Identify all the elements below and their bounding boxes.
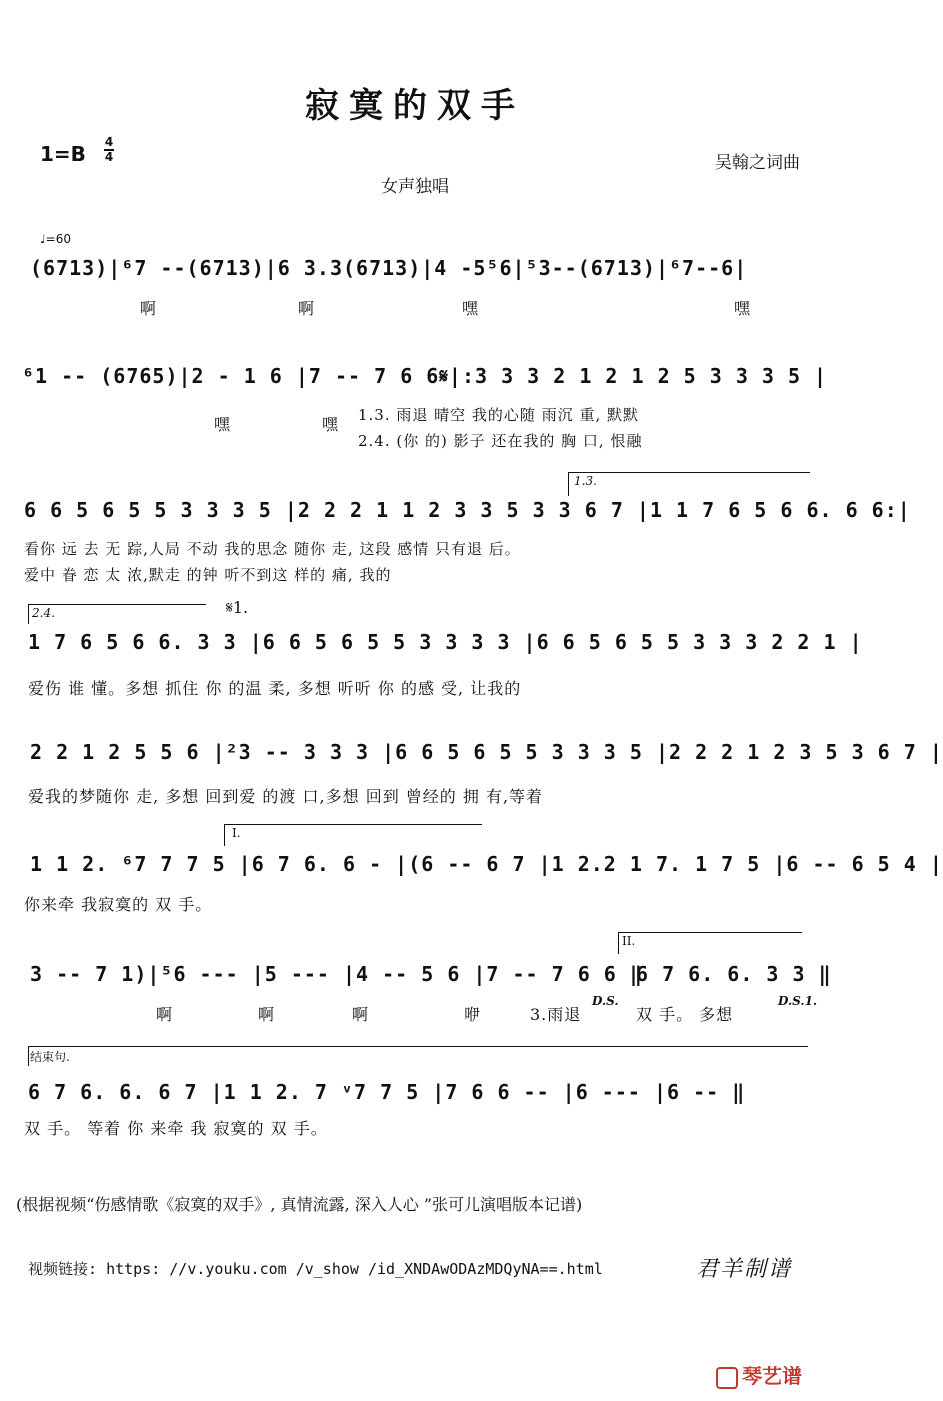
row-7-lyric-3: 啊: [352, 1005, 370, 1024]
score-row-7-notes-second: 6 7 6. 6. 3 3 ‖: [636, 962, 832, 986]
score-row-8-notes: 6 7 6. 6. 6 7 |1 1 2. 7 ᵛ7 7 5 |7 6 6 -- |6 --- |6 -- ‖: [28, 1080, 746, 1104]
row-5-lyrics: 爱我的梦随你 走, 多想 回到爱 的渡 口,多想 回到 曾经的 拥 有,等着: [28, 787, 544, 806]
meter-bottom: 4: [104, 150, 114, 164]
score-row-5-notes: 2 2 1 2 5 5 6 |²3 -- 3 3 3 |6 6 5 6 5 5 3 3 3 5 |2 2 2 1 2 3 5 3 6 7 |: [30, 740, 943, 764]
verse-2-4-line: 2.4. (你 的) 影子 还在我的 胸 口, 恨融: [358, 432, 643, 450]
row-1-lyric-1: 啊: [140, 299, 158, 318]
score-row-6-notes: 1 1 2. ⁶7 7 7 5 |6 7 6. 6 - |(6 -- 6 7 |1 2.2 1 7. 1 7 5 |6 -- 6 5 4 |: [30, 852, 943, 876]
score-row-1-notes: (6713)|⁶7 --(6713)|6 3.3(6713)|4 -5⁵6|⁵3--(6713)|⁶7--6|: [30, 256, 748, 280]
row-1-lyric-2: 啊: [298, 299, 316, 318]
video-link-label: 视频链接:: [28, 1260, 107, 1278]
score-row-3-notes: 6 6 5 6 5 5 3 3 3 5 |2 2 2 1 1 2 3 3 5 3 3 6 7 |1 1 7 6 5 6 6. 6 6:|: [24, 498, 911, 522]
first-ending-edge: [224, 824, 225, 846]
row-7-lyric-2: 啊: [258, 1005, 276, 1024]
ending-bracket-2-4: 2.4.: [32, 606, 55, 620]
first-ending-line: [224, 824, 482, 825]
score-row-7-notes: 3 -- 7 1)|⁵6 --- |5 --- |4 -- 5 6 |7 -- 7 6 6 ‖: [30, 962, 643, 986]
ending-bracket-line: [568, 472, 810, 473]
transcriber-signature: 君羊制谱: [696, 1257, 793, 1282]
row-8-lyrics: 双 手。 等着 你 来牵 我 寂寞的 双 手。: [24, 1119, 328, 1138]
time-signature: [104, 136, 114, 164]
logo-text: 琴艺谱: [742, 1364, 802, 1388]
row-7-lyric-1: 啊: [156, 1005, 174, 1024]
second-ending-label: II.: [622, 934, 636, 948]
key-signature: 1=B: [40, 142, 86, 166]
score-row-2-notes: ⁶1 -- (6765)|2 - 1 6 |7 -- 7 6 6𝄋|:3 3 3 2 1 2 1 2 5 3 3 3 5 |: [22, 364, 828, 388]
credits: 吴翰之词曲: [715, 153, 800, 173]
ending-bracket-1-3: 1.3.: [574, 474, 597, 488]
video-link-url[interactable]: https: //v.youku.com /v_show /id_XNDAwODAzMDQyNA==.html: [106, 1260, 603, 1278]
transcription-note: (根据视频“伤感情歌《寂寞的双手》, 真情流露, 深入人心 ”张可儿演唱版本记谱): [16, 1195, 583, 1214]
row-3-lyric-line-2: 爱中 眷 恋 太 浓,默走 的钟 听不到这 样的 痛, 我的: [24, 566, 392, 584]
row-7-lyric-4: 咿: [464, 1005, 482, 1024]
row-2-lyric-2: 嘿: [322, 415, 340, 434]
row-4-lyrics: 爱伤 谁 懂。多想 抓住 你 的温 柔, 多想 听听 你 的感 受, 让我的: [28, 679, 522, 698]
ds-marking: D.S.: [592, 994, 619, 1008]
song-title: 寂寞的双手: [305, 86, 525, 126]
row-7-verse-3: 3.雨退: [530, 1005, 582, 1024]
first-ending-label: I.: [232, 826, 241, 840]
row-6-lyrics: 你来牵 我寂寞的 双 手。: [24, 895, 213, 914]
ds1-marking: D.S.1.: [778, 994, 818, 1008]
segno-first: 𝄋1.: [226, 598, 249, 617]
row-2-lyric-1: 嘿: [214, 415, 232, 434]
coda-bracket-edge: [28, 1046, 29, 1066]
ending-bracket-line-2: [28, 604, 206, 605]
score-row-4-notes: 1 7 6 5 6 6. 3 3 |6 6 5 6 5 5 3 3 3 3 |6 6 5 6 5 5 3 3 3 2 2 1 |: [28, 630, 863, 654]
second-ending-line: [618, 932, 802, 933]
second-ending-edge: [618, 932, 619, 954]
site-logo: [716, 1360, 802, 1389]
coda-bracket-line: [28, 1046, 808, 1047]
ending-bracket-edge-2: [28, 604, 29, 624]
logo-mark-icon: [716, 1367, 738, 1389]
row-1-lyric-4: 嘿: [734, 299, 752, 318]
video-link-row: [28, 1258, 603, 1279]
row-1-lyric-3: 嘿: [462, 299, 480, 318]
coda-label: 结束句.: [30, 1050, 70, 1064]
meter-top: 4: [104, 135, 114, 149]
ending-bracket-edge: [568, 472, 569, 496]
performance-type: 女声独唱: [381, 177, 449, 197]
row-7-second-lyrics: 双 手。 多想: [636, 1005, 734, 1024]
verse-1-3-line: 1.3. 雨退 晴空 我的心随 雨沉 重, 默默: [358, 406, 640, 424]
row-3-lyric-line-1: 看你 远 去 无 踪,人局 不动 我的思念 随你 走, 这段 感情 只有退 后。: [24, 540, 521, 558]
tempo-marking: ♩=60: [40, 232, 71, 246]
